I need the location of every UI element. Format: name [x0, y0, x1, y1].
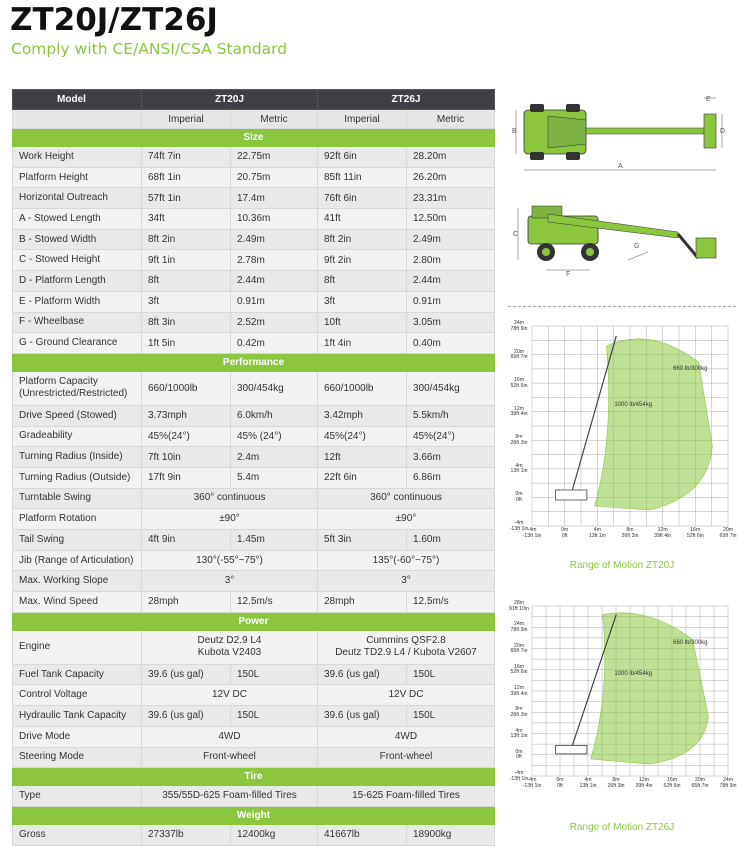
row-cell: 5ft 3in [318, 530, 407, 551]
x-tick-label: 0m 0ft [556, 777, 564, 789]
header-model: Model [13, 90, 142, 110]
row-cell: 28mph [142, 592, 231, 613]
envelope-zone [595, 339, 713, 510]
row-cell-span: 12V DC [318, 685, 495, 706]
table-row [13, 685, 495, 706]
row-cell: 12ft [318, 447, 407, 468]
row-cell-span: Front-wheel [318, 747, 495, 768]
row-label: Platform Rotation [13, 509, 142, 530]
row-cell: 6.0km/h [231, 405, 318, 426]
row-cell: 300/454kg [231, 371, 318, 405]
row-cell: 23.31m [407, 188, 495, 209]
row-label: Drive Mode [13, 726, 142, 747]
row-cell: 20.75m [231, 167, 318, 188]
table-row [13, 530, 495, 551]
row-cell: 3ft [318, 291, 407, 312]
y-tick-label: 0m 0ft [515, 748, 523, 761]
row-cell: 68ft 1in [142, 167, 231, 188]
y-tick-label: 4m 13ft 1in [510, 727, 528, 739]
section-title: Weight [13, 806, 495, 824]
table-row [13, 550, 495, 571]
section-row [13, 129, 495, 147]
row-label: Turning Radius (Outside) [13, 467, 142, 488]
row-cell: 150L [407, 706, 495, 727]
svg-text:A: A [618, 163, 623, 170]
row-cell: 12400kg [231, 824, 318, 845]
row-label: Tail Swing [13, 530, 142, 551]
row-cell: 22.75m [231, 147, 318, 168]
row-cell: 2.78m [231, 250, 318, 271]
row-cell-span: Deutz D2.9 L4 Kubota V2403 [142, 630, 318, 664]
table-row [13, 467, 495, 488]
dimension-diagram-top [508, 92, 736, 180]
table-row [13, 447, 495, 468]
row-cell-span: 4WD [318, 726, 495, 747]
svg-text:B: B [512, 128, 517, 135]
table-row [13, 405, 495, 426]
spec-table [12, 89, 495, 846]
row-cell-span: 130°(-55°~75°) [142, 550, 318, 571]
table-row [13, 333, 495, 354]
x-tick-label: -4m -13ft 1in [522, 527, 542, 539]
unit-label: Metric [231, 110, 318, 129]
x-tick-label: 4m 13ft 1in [588, 527, 606, 539]
row-cell: 85ft 11in [318, 167, 407, 188]
row-label: C - Stowed Height [13, 250, 142, 271]
row-label: Jib (Range of Articulation) [13, 550, 142, 571]
range-of-motion-chart-zt26j [508, 602, 736, 818]
dimension-diagram-side [508, 196, 736, 286]
table-row [13, 188, 495, 209]
row-label: Drive Speed (Stowed) [13, 405, 142, 426]
chart-caption-zt26j: Range of Motion ZT26J [569, 822, 675, 833]
y-tick-label: 12m 39ft 4in [510, 405, 528, 418]
y-tick-label: 16m 52ft 6in [510, 377, 528, 389]
row-label: Steering Mode [13, 747, 142, 768]
row-cell-span: 360° continuous [142, 488, 318, 509]
row-cell: 9ft 1in [142, 250, 231, 271]
unit-label: Imperial [142, 110, 231, 129]
table-row [13, 592, 495, 613]
y-tick-label: -4m -13ft 1in [509, 770, 529, 782]
row-label: B - Stowed Width [13, 229, 142, 250]
row-label: G - Ground Clearance [13, 333, 142, 354]
row-cell-span: 3° [318, 571, 495, 592]
y-tick-label: 20m 65ft 7in [510, 348, 528, 361]
row-label: Platform Capacity (Unrestricted/Restricted) [13, 371, 142, 405]
table-row [13, 824, 495, 845]
row-label: Type [13, 786, 142, 807]
row-label: Control Voltage [13, 685, 142, 706]
row-cell: 0.91m [407, 291, 495, 312]
row-cell: 660/1000lb [142, 371, 231, 405]
row-label: Max. Wind Speed [13, 592, 142, 613]
row-cell-span: 360° continuous [318, 488, 495, 509]
row-cell-span: 15-625 Foam-filled Tires [318, 786, 495, 807]
row-label: Gross [13, 824, 142, 845]
row-cell: 2.44m [407, 271, 495, 292]
row-cell: 0.42m [231, 333, 318, 354]
section-title: Performance [13, 353, 495, 371]
table-row [13, 426, 495, 447]
row-cell: 150L [407, 664, 495, 685]
zone-label-1000: 1000 lb/454kg [614, 670, 653, 677]
row-cell: 41ft [318, 209, 407, 230]
table-row [13, 786, 495, 807]
row-label: Turntable Swing [13, 488, 142, 509]
x-tick-label: 4m 13ft 1in [579, 777, 597, 789]
x-tick-label: 16m 52ft 6in [686, 527, 704, 539]
row-cell-span: 12V DC [142, 685, 318, 706]
row-label: Platform Height [13, 167, 142, 188]
row-cell-span: Cummins QSF2.8 Deutz TD2.9 L4 / Kubota V2607 [318, 630, 495, 664]
row-cell: 10ft [318, 312, 407, 333]
table-row [13, 726, 495, 747]
y-tick-label: 24m 78ft 9in [510, 320, 528, 332]
row-cell: 0.40m [407, 333, 495, 354]
zone-label-660: 660 lb/300kg [673, 640, 708, 646]
table-row [13, 509, 495, 530]
table-row [13, 571, 495, 592]
row-cell: 12.5m/s [407, 592, 495, 613]
row-cell: 28.20m [407, 147, 495, 168]
section-row [13, 806, 495, 824]
table-row [13, 291, 495, 312]
row-cell-span: 355/55D-625 Foam-filled Tires [142, 786, 318, 807]
row-cell: 22ft 6in [318, 467, 407, 488]
svg-text:E: E [706, 96, 711, 103]
x-tick-label: 12m 39ft 4in [654, 527, 672, 539]
row-cell: 18900kg [407, 824, 495, 845]
page-title: ZT20J/ZT26J [10, 2, 218, 38]
y-tick-label: 20m 65ft 7in [510, 642, 528, 654]
x-tick-label: 16m 52ft 6in [663, 777, 681, 789]
row-cell: 1ft 4in [318, 333, 407, 354]
x-tick-label: 24m 78ft 9in [719, 777, 737, 789]
row-cell: 34ft [142, 209, 231, 230]
row-cell: 2.80m [407, 250, 495, 271]
y-tick-label: 16m 52ft 6in [510, 663, 528, 676]
y-tick-label: 28m 91ft 10in [509, 600, 529, 612]
unit-blank [13, 110, 142, 129]
unit-row [13, 110, 495, 129]
row-cell: 300/454kg [407, 371, 495, 405]
row-cell: 92ft 6in [318, 147, 407, 168]
row-cell: 3ft [142, 291, 231, 312]
y-tick-label: 4m 13ft 1in [510, 462, 528, 475]
table-row [13, 371, 495, 405]
envelope-zone [591, 613, 709, 764]
x-tick-label: 8m 26ft 3in [607, 777, 625, 789]
row-cell: 2.49m [407, 229, 495, 250]
row-cell: 1ft 5in [142, 333, 231, 354]
row-cell: 660/1000lb [318, 371, 407, 405]
row-cell: 9ft 2in [318, 250, 407, 271]
row-cell: 8ft 3in [142, 312, 231, 333]
row-cell: 45%(24°) [318, 426, 407, 447]
row-cell: 2.44m [231, 271, 318, 292]
section-row [13, 353, 495, 371]
svg-text:D: D [720, 128, 726, 135]
row-cell: 8ft 2in [142, 229, 231, 250]
row-label: F - Wheelbase [13, 312, 142, 333]
row-cell: 150L [231, 664, 318, 685]
x-tick-label: 12m 39ft 4in [635, 777, 653, 789]
row-cell: 10.36m [231, 209, 318, 230]
machine-base [556, 490, 587, 500]
row-label: Engine [13, 630, 142, 664]
row-cell: 39.6 (us gal) [318, 664, 407, 685]
row-cell: 2.4m [231, 447, 318, 468]
row-cell: 74ft 7in [142, 147, 231, 168]
section-title: Size [13, 129, 495, 147]
zone-label-660: 660 lb/300kg [673, 366, 708, 372]
row-cell: 150L [231, 706, 318, 727]
row-cell: 3.42mph [318, 405, 407, 426]
y-tick-label: 8m 26ft 3in [510, 706, 528, 718]
y-tick-label: 24m 78ft 9in [510, 621, 528, 633]
row-label: Horizontal Outreach [13, 188, 142, 209]
x-tick-label: 8m 26ft 3in [621, 527, 639, 539]
range-of-motion-chart-zt20j [508, 322, 736, 566]
divider [508, 306, 736, 307]
row-cell: 39.6 (us gal) [142, 706, 231, 727]
row-cell: 3.05m [407, 312, 495, 333]
row-label: Hydraulic Tank Capacity [13, 706, 142, 727]
table-row [13, 229, 495, 250]
row-cell: 26.20m [407, 167, 495, 188]
row-cell: 1.45m [231, 530, 318, 551]
section-title: Power [13, 612, 495, 630]
section-title: Tire [13, 768, 495, 786]
unit-label: Imperial [318, 110, 407, 129]
row-cell: 45%(24°) [407, 426, 495, 447]
row-cell-span: Front-wheel [142, 747, 318, 768]
table-row [13, 147, 495, 168]
row-cell: 39.6 (us gal) [318, 706, 407, 727]
svg-text:C: C [513, 231, 519, 238]
svg-text:F: F [566, 271, 571, 278]
row-cell: 8ft [318, 271, 407, 292]
row-cell-span: 4WD [142, 726, 318, 747]
row-cell: 41667lb [318, 824, 407, 845]
y-tick-label: 0m 0ft [515, 491, 523, 503]
row-cell: 7ft 10in [142, 447, 231, 468]
table-row [13, 488, 495, 509]
row-cell-span: 135°(-60°~75°) [318, 550, 495, 571]
row-label: Turning Radius (Inside) [13, 447, 142, 468]
row-cell-span: ±90° [142, 509, 318, 530]
header-model-zt26j: ZT26J [318, 90, 495, 110]
row-cell: 3.66m [407, 447, 495, 468]
row-cell: 12.5m/s [231, 592, 318, 613]
row-label: Work Height [13, 147, 142, 168]
table-row [13, 167, 495, 188]
x-tick-label: 20m 65ft 7in [719, 527, 737, 539]
row-cell: 5.5km/h [407, 405, 495, 426]
section-row [13, 612, 495, 630]
table-row [13, 664, 495, 685]
y-tick-label: -4m -13ft 1in [509, 520, 529, 532]
x-tick-label: 20m 65ft 7in [691, 777, 709, 789]
table-row [13, 250, 495, 271]
row-cell: 0.91m [231, 291, 318, 312]
row-cell: 28mph [318, 592, 407, 613]
x-tick-label: 0m 0ft [561, 527, 569, 539]
row-cell-span: ±90° [318, 509, 495, 530]
row-cell: 2.52m [231, 312, 318, 333]
y-tick-label: 8m 26ft 3in [510, 434, 528, 446]
row-label: A - Stowed Length [13, 209, 142, 230]
svg-text:G: G [634, 243, 640, 250]
row-cell-span: 3° [142, 571, 318, 592]
table-row [13, 706, 495, 727]
row-label: E - Platform Width [13, 291, 142, 312]
row-cell: 4ft 9in [142, 530, 231, 551]
table-row [13, 312, 495, 333]
row-cell: 45%(24°) [142, 426, 231, 447]
row-cell: 5.4m [231, 467, 318, 488]
header-model-zt20j: ZT20J [142, 90, 318, 110]
row-cell: 3.73mph [142, 405, 231, 426]
table-row [13, 209, 495, 230]
table-row [13, 747, 495, 768]
page-subtitle: Comply with CE/ANSI/CSA Standard [11, 40, 288, 58]
row-cell: 17.4m [231, 188, 318, 209]
row-label: D - Platform Length [13, 271, 142, 292]
row-label: Gradeability [13, 426, 142, 447]
row-label: Fuel Tank Capacity [13, 664, 142, 685]
row-cell: 76ft 6in [318, 188, 407, 209]
unit-label: Metric [407, 110, 495, 129]
row-cell: 27337lb [142, 824, 231, 845]
row-cell: 57ft 1in [142, 188, 231, 209]
table-row [13, 271, 495, 292]
machine-base [556, 745, 587, 754]
row-label: Max. Working Slope [13, 571, 142, 592]
row-cell: 8ft [142, 271, 231, 292]
x-tick-label: -4m -13ft 1in [522, 777, 542, 789]
table-row [13, 630, 495, 664]
row-cell: 1.60m [407, 530, 495, 551]
row-cell: 17ft 9in [142, 467, 231, 488]
table-header-row [13, 90, 495, 110]
zone-label-1000: 1000 lb/454kg [614, 402, 653, 408]
row-cell: 6.86m [407, 467, 495, 488]
row-cell: 2.49m [231, 229, 318, 250]
row-cell: 39.6 (us gal) [142, 664, 231, 685]
y-tick-label: 12m 39ft 4in [510, 685, 528, 697]
section-row [13, 768, 495, 786]
row-cell: 45% (24°) [231, 426, 318, 447]
row-cell: 8ft 2in [318, 229, 407, 250]
chart-caption-zt20j: Range of Motion ZT20J [569, 560, 675, 571]
row-cell: 12.50m [407, 209, 495, 230]
